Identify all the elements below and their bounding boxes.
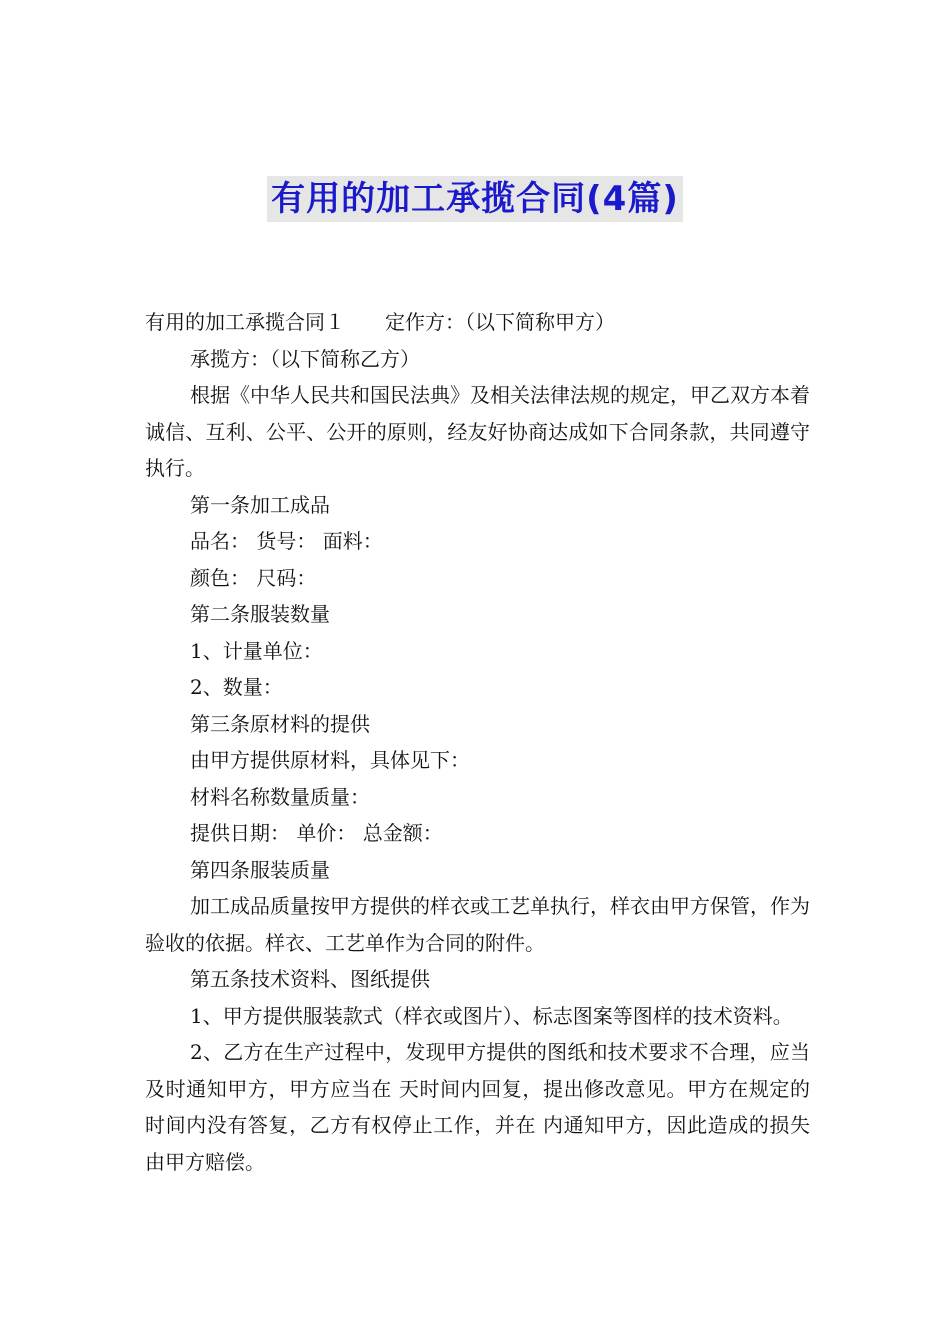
paragraph: 品名： 货号： 面料：	[190, 529, 383, 553]
title-container	[0, 176, 950, 222]
paragraph: 承揽方：（以下简称乙方）	[190, 346, 420, 371]
paragraph: 颜色： 尺码：	[190, 565, 317, 590]
paragraph: 2、数量：	[190, 675, 283, 699]
document-body	[145, 304, 810, 1180]
paragraph: 第二条服装数量	[190, 602, 330, 626]
paragraph: 2、乙方在生产过程中，发现甲方提供的图纸和技术要求不合理，应当及时通知甲方，甲方应当在 天时间内回复，提出修改意见。甲方在规定的时间内没有答复，乙方有权停止工作，并在 内通知甲方，因此造成的损失由甲方赔偿。	[145, 1040, 810, 1174]
paragraph: 提供日期： 单价： 总金额：	[190, 821, 443, 845]
paragraph: 1、甲方提供服装款式（样衣或图片）、标志图案等图样的技术资料。	[190, 1003, 793, 1028]
paragraph: 第三条原材料的提供	[190, 711, 370, 736]
paragraph: 第四条服装质量	[190, 857, 330, 882]
paragraph: 根据《中华人民共和国民法典》及相关法律法规的规定，甲乙双方本着诚信、互利、公平、公开的原则，经友好协商达成如下合同条款，共同遵守执行。	[145, 383, 810, 480]
contract-heading: 有用的加工承揽合同１	[145, 310, 345, 334]
document-title: 有用的加工承揽合同(4篇)	[267, 176, 683, 222]
first-line	[145, 304, 810, 341]
paragraph: 加工成品质量按甲方提供的样衣或工艺单执行，样衣由甲方保管，作为验收的依据。样衣、工艺单作为合同的附件。	[145, 894, 810, 955]
paragraph: 材料名称数量质量：	[190, 784, 370, 809]
paragraph: 1、计量单位：	[190, 638, 323, 663]
paragraph: 第五条技术资料、图纸提供	[190, 967, 430, 991]
paragraph: 由甲方提供原材料，具体见下：	[190, 748, 470, 772]
paragraph: 第一条加工成品	[190, 492, 330, 517]
party-a-line: 定作方：（以下简称甲方）	[385, 310, 615, 334]
